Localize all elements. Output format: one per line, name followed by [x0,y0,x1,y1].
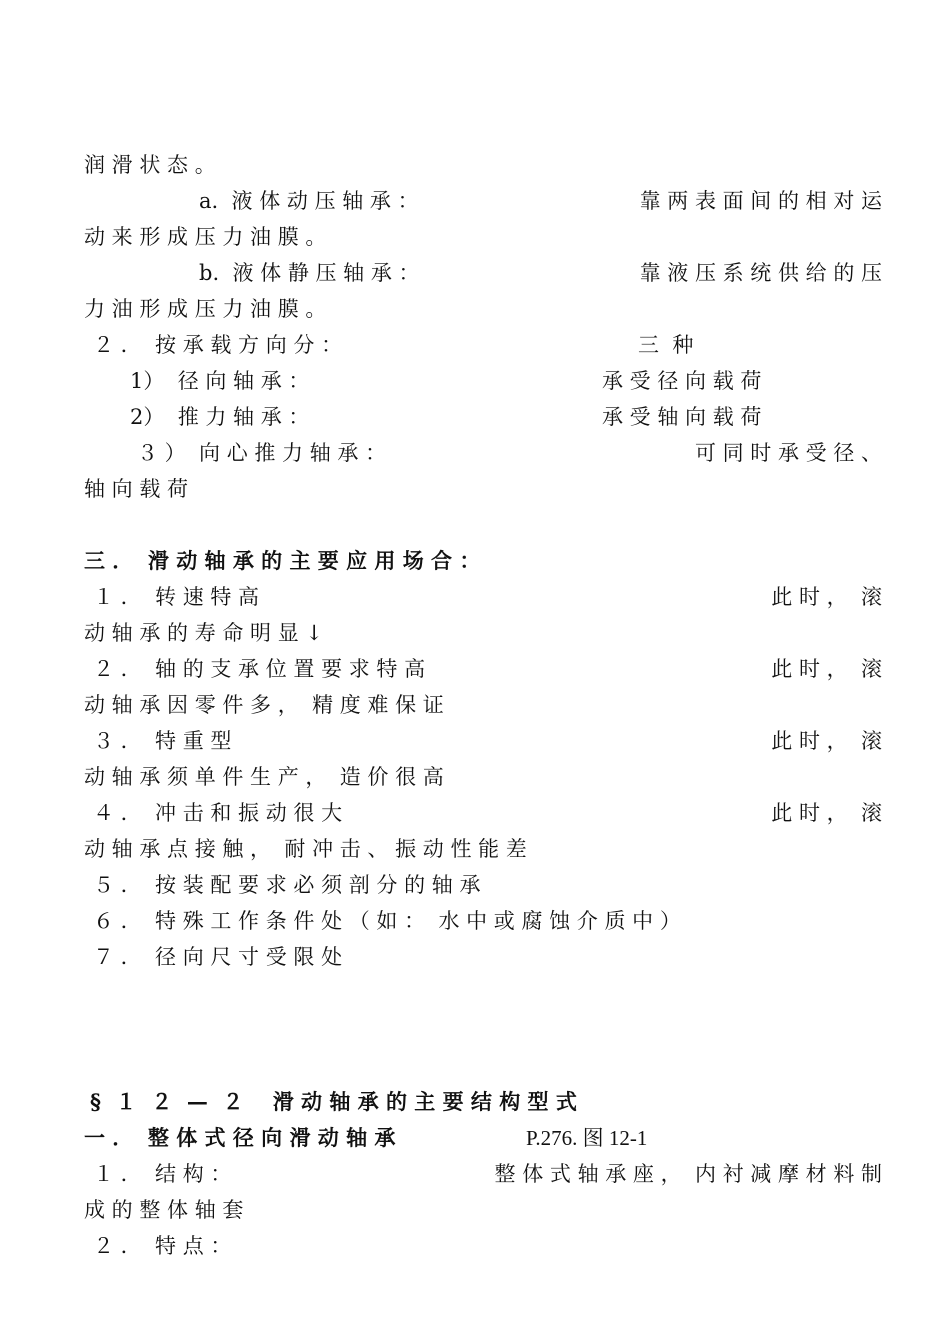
text-line: 润 滑 状 态 。 [84,153,216,177]
text-line: 此 时 ， 滚 [771,585,882,609]
list-item: ７ ． 径 向 尺 寸 受 限 处 [93,945,343,969]
chapter-heading: § １ ２ — ２ 滑 动 轴 承 的 主 要 结 构 型 式 [90,1089,577,1114]
text-line: 此 时 ， 滚 [771,801,882,825]
section-heading: 三 ． 滑 动 轴 承 的 主 要 应 用 场 合 ： [84,548,481,573]
section-heading: 一 ． 整 体 式 径 向 滑 动 轴 承 [84,1125,396,1150]
list-item: ２ ． 特 点 ： [93,1234,232,1258]
list-item: １ ． 结 构 ： [93,1162,232,1186]
text-line: 三 种 [638,333,694,357]
text-line: 靠 两 表 面 间 的 相 对 运 [639,189,882,213]
text-line: 此 时 ， 滚 [771,729,882,753]
list-item: 1） 径 向 轴 承 ： [130,369,310,393]
list-item: ６ ． 特 殊 工 作 条 件 处 （ 如 ： 水 中 或 腐 蚀 介 质 中 ） [93,909,681,933]
list-item: ２ ． 按 承 载 方 向 分 ： [93,333,343,357]
text-line: b. 液 体 静 压 轴 承 ： [199,261,420,285]
text-line: 力 油 形 成 压 力 油 膜 。 [84,297,327,321]
list-item: ２ ． 轴 的 支 承 位 置 要 求 特 高 [93,657,426,681]
text-line: 动 轴 承 点 接 触 ， 耐 冲 击 、 振 动 性 能 差 [84,837,527,861]
list-item: ３ ） 向 心 推 力 轴 承 ： [137,441,387,465]
text-line: 动 轴 承 的 寿 命 明 显 ↓ [84,621,323,645]
figure-reference: P.276. 图 12-1 [526,1126,648,1150]
list-item: ３ ． 特 重 型 [93,729,232,753]
text-line: 整 体 式 轴 承 座 ， 内 衬 减 摩 材 料 制 [494,1162,882,1186]
text-line: a. 液 体 动 压 轴 承 ： [199,189,419,213]
list-item: 2） 推 力 轴 承 ： [130,405,310,429]
text-line: 承 受 径 向 载 荷 [602,369,762,393]
text-line: 动 来 形 成 压 力 油 膜 。 [84,225,327,249]
text-line: 成 的 整 体 轴 套 [84,1198,244,1222]
text-line: 轴 向 载 荷 [84,477,189,501]
text-line: 靠 液 压 系 统 供 给 的 压 [639,261,882,285]
list-item: ５ ． 按 装 配 要 求 必 须 剖 分 的 轴 承 [93,873,481,897]
text-line: 可 同 时 承 受 径 、 [694,441,882,465]
list-item: ４ ． 冲 击 和 振 动 很 大 [93,801,343,825]
text-line: 承 受 轴 向 载 荷 [602,405,762,429]
text-line: 此 时 ， 滚 [771,657,882,681]
text-line: 动 轴 承 因 零 件 多 ， 精 度 难 保 证 [84,693,444,717]
text-line: 动 轴 承 须 单 件 生 产 ， 造 价 很 高 [84,765,444,789]
list-item: １ ． 转 速 特 高 [93,585,260,609]
